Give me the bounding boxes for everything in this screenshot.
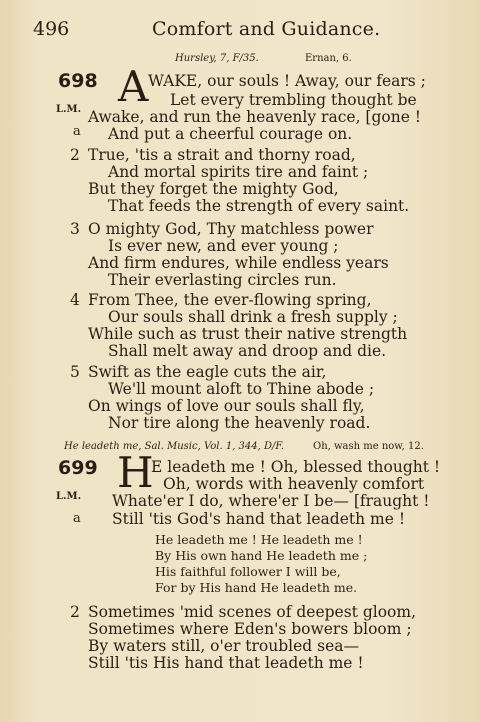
hymn-698-v5-line-2: We'll mount aloft to Thine abode ; — [108, 380, 375, 398]
hymn-698-line-2: Let every trembling thought be — [170, 91, 417, 109]
hymn-698-v4-line-2: Our souls shall drink a fresh supply ; — [108, 308, 398, 326]
hymn-699-v2-line-3: By waters still, o'er troubled sea— — [88, 637, 360, 655]
tune-reference-699-right: Oh, wash me now, 12. — [313, 441, 424, 452]
hymn-698-line-3: Awake, and run the heavenly race, [gone ! — [88, 108, 422, 126]
tune-reference-699-left: He leadeth me, Sal. Music, Vol. 1, 344, D/F. — [64, 441, 284, 452]
chorus-line-2: By His own hand He leadeth me ; — [155, 548, 368, 563]
hymn-number-699: 699 — [58, 457, 98, 479]
hymn-699-line-4: Still 'tis God's hand that leadeth me ! — [112, 510, 406, 528]
hymn-698-v4-line-4: Shall melt away and droop and die. — [108, 342, 387, 360]
hymn-699-v2-line-2: Sometimes where Eden's bowers bloom ; — [88, 620, 412, 638]
key-699: a — [73, 511, 81, 526]
verse-number-699-2: 2 — [70, 603, 80, 621]
hymn-699-v2-line-4: Still 'tis His hand that leadeth me ! — [88, 654, 364, 672]
hymn-698-v2-line-3: But they forget the mighty God, — [88, 180, 339, 198]
hymn-698-v3-line-1: O mighty God, Thy matchless power — [88, 220, 374, 238]
verse-number-698-4: 4 — [70, 291, 80, 309]
verse-number-698-3: 3 — [70, 220, 80, 238]
hymn-698-v2-line-4: That feeds the strength of every saint. — [108, 197, 410, 215]
hymn-698-v3-line-4: Their everlasting circles run. — [108, 271, 337, 289]
hymn-698-v2-line-1: True, 'tis a strait and thorny road, — [88, 146, 356, 164]
meter-699: L.M. — [56, 491, 82, 502]
running-head: Comfort and Guidance. — [152, 18, 381, 40]
hymn-698-v5-line-1: Swift as the eagle cuts the air, — [88, 363, 327, 381]
hymn-number-698: 698 — [58, 70, 98, 92]
hymn-698-line-4: And put a cheerful courage on. — [108, 125, 353, 143]
page-number: 496 — [33, 18, 70, 40]
key-698: a — [73, 124, 81, 139]
verse-number-698-2: 2 — [70, 146, 80, 164]
hymn-699-v2-line-1: Sometimes 'mid scenes of deepest gloom, — [88, 603, 417, 621]
hymn-698-line-1: WAKE, our souls ! Away, our fears ; — [148, 72, 426, 90]
chorus-line-3: His faithful follower I will be, — [155, 564, 341, 579]
hymn-698-v4-line-3: While such as trust their native strength — [88, 325, 408, 343]
hymn-699-line-2: Oh, words with heavenly comfort — [163, 475, 425, 493]
verse-number-698-5: 5 — [70, 363, 80, 381]
hymn-698-v4-line-1: From Thee, the ever-flowing spring, — [88, 291, 372, 309]
chorus-line-1: He leadeth me ! He leadeth me ! — [155, 532, 363, 547]
hymn-698-v3-line-2: Is ever new, and ever young ; — [108, 237, 339, 255]
hymn-698-v3-line-3: And firm endures, while endless years — [88, 254, 389, 272]
drop-cap-699: H — [117, 448, 154, 497]
tune-reference-698-right: Ernan, 6. — [305, 53, 352, 64]
hymn-698-v5-line-3: On wings of love our souls shall fly, — [88, 397, 365, 415]
drop-cap-698: A — [118, 62, 149, 111]
meter-698: L.M. — [56, 104, 82, 115]
tune-reference-698-left: Hursley, 7, F/35. — [175, 53, 259, 64]
hymn-699-line-1: E leadeth me ! Oh, blessed thought ! — [151, 458, 441, 476]
hymn-698-v5-line-4: Nor tire along the heavenly road. — [108, 414, 371, 432]
hymn-698-v2-line-2: And mortal spirits tire and faint ; — [108, 163, 369, 181]
hymn-699-line-3: Whate'er I do, where'er I be— [fraught ! — [112, 492, 430, 510]
chorus-line-4: For by His hand He leadeth me. — [155, 580, 358, 595]
